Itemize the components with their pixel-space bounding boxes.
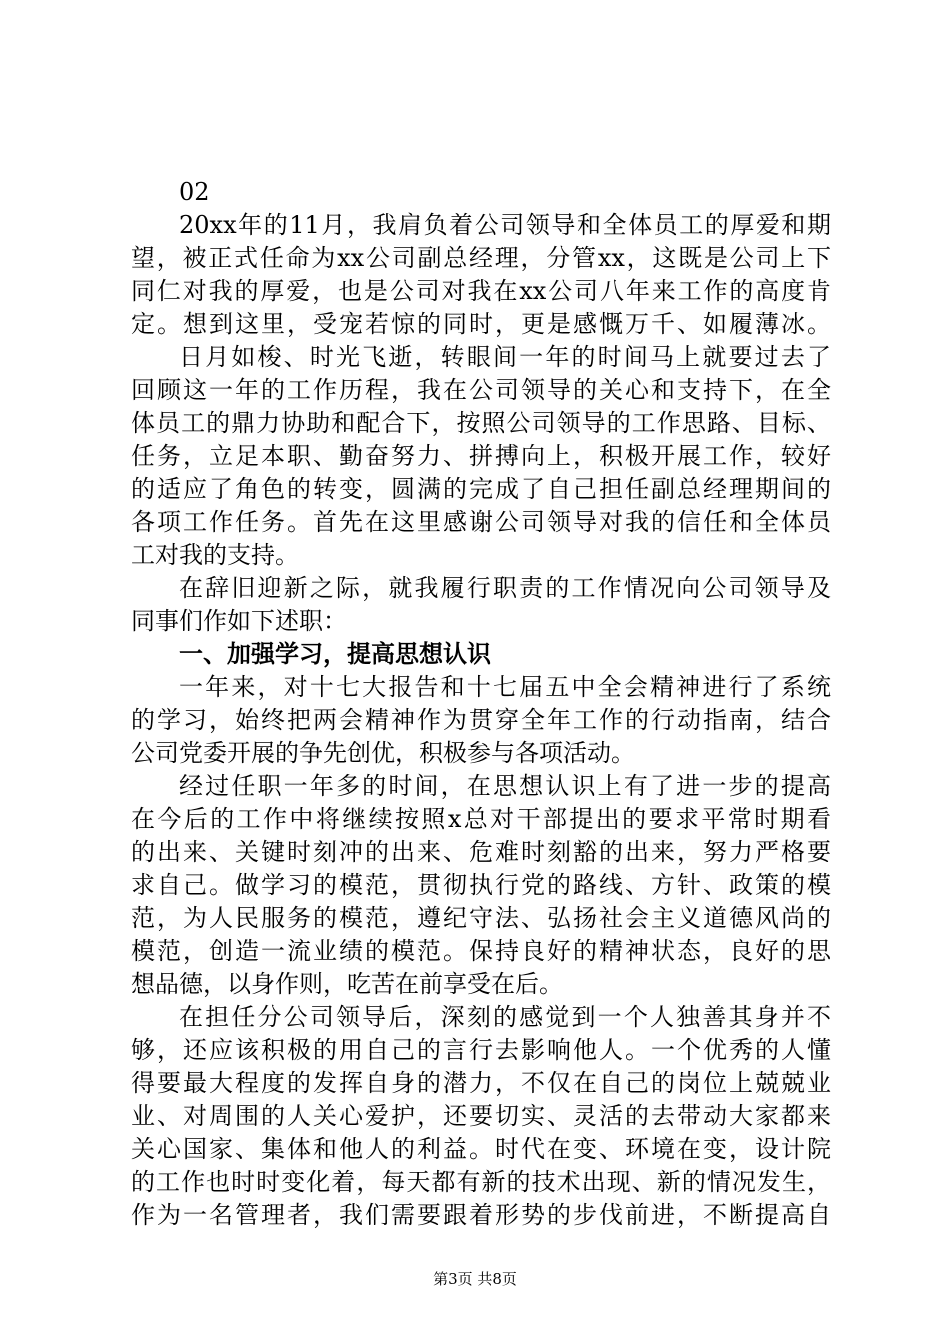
paragraph-4-line-3: 公司党委开展的争先创优，积极参与各项活动。 (131, 739, 635, 767)
paragraph-3-line-1: 在辞旧迎新之际，就我履行职责的工作情况向公司领导及 (179, 574, 831, 602)
paragraph-2-line-7: 工对我的支持。 (131, 541, 299, 569)
paragraph-5-line-2: 在今后的工作中将继续按照x总对干部提出的要求平常时期看 (131, 805, 831, 833)
paragraph-5-line-1: 经过任职一年多的时间，在思想认识上有了进一步的提高 (179, 772, 831, 800)
paragraph-1-line-4: 定。想到这里，受宠若惊的同时，更是感慨万千、如履薄冰。 (131, 310, 831, 338)
paragraph-1-line-1: 20xx年的11月，我肩负着公司领导和全体员工的厚爱和期 (179, 211, 831, 239)
paragraph-5-line-7: 想品德，以身作则，吃苦在前享受在后。 (131, 970, 563, 998)
paragraph-6-line-2: 够，还应该积极的用自己的言行去影响他人。一个优秀的人懂 (131, 1036, 831, 1064)
paragraph-5-line-5: 范，为人民服务的模范，遵纪守法、弘扬社会主义道德风尚的 (131, 904, 831, 932)
paragraph-2-line-6: 各项工作任务。首先在这里感谢公司领导对我的信任和全体员 (131, 508, 831, 536)
paragraph-2-line-4: 任务，立足本职、勤奋努力、拼搏向上，积极开展工作，较好 (131, 442, 831, 470)
page-footer (0, 1268, 950, 1289)
paragraph-5-line-3: 的出来、关键时刻冲的出来、危难时刻豁的出来，努力严格要 (131, 838, 831, 866)
paragraph-6-line-6: 的工作也时时变化着，每天都有新的技术出现、新的情况发生， (131, 1168, 831, 1196)
paragraph-6-line-4: 业、对周围的人关心爱护，还要切实、灵活的去带动大家都来 (131, 1102, 831, 1130)
paragraph-6-line-3: 得要最大程度的发挥自身的潜力，不仅在自己的岗位上兢兢业 (131, 1069, 831, 1097)
paragraph-6-line-7: 作为一名管理者，我们需要跟着形势的步伐前进，不断提高自 (131, 1201, 831, 1229)
paragraph-4-line-1: 一年来，对十七大报告和十七届五中全会精神进行了系统 (179, 673, 831, 701)
paragraph-5-line-6: 模范，创造一流业绩的模范。保持良好的精神状态，良好的思 (131, 937, 831, 965)
paragraph-6-line-5: 关心国家、集体和他人的利益。时代在变、环境在变，设计院 (131, 1135, 831, 1163)
paragraph-2-line-2: 回顾这一年的工作历程，我在公司领导的关心和支持下，在全 (131, 376, 831, 404)
paragraph-1-line-2: 望，被正式任命为xx公司副总经理，分管xx，这既是公司上下 (131, 244, 831, 272)
paragraph-1-line-3: 同仁对我的厚爱，也是公司对我在xx公司八年来工作的高度肯 (131, 277, 831, 305)
paragraph-6-line-1: 在担任分公司领导后，深刻的感觉到一个人独善其身并不 (179, 1003, 831, 1031)
section-number: 02 (179, 178, 210, 206)
paragraph-2-line-3: 体员工的鼎力协助和配合下，按照公司领导的工作思路、目标、 (131, 409, 831, 437)
paragraph-2-line-5: 的适应了角色的转变，圆满的完成了自己担任副总经理期间的 (131, 475, 831, 503)
paragraph-3-line-2: 同事们作如下述职： (131, 607, 347, 635)
paragraph-2-line-1: 日月如梭、时光飞逝，转眼间一年的时间马上就要过去了 (179, 343, 831, 371)
paragraph-5-line-4: 求自己。做学习的模范，贯彻执行党的路线、方针、政策的模 (131, 871, 831, 899)
document-body (131, 176, 831, 1232)
section-heading: 一、加强学习，提高思想认识 (179, 640, 491, 668)
page-number-label: 第3页 共8页 (433, 1270, 517, 1288)
paragraph-4-line-2: 的学习，始终把两会精神作为贯穿全年工作的行动指南，结合 (131, 706, 831, 734)
